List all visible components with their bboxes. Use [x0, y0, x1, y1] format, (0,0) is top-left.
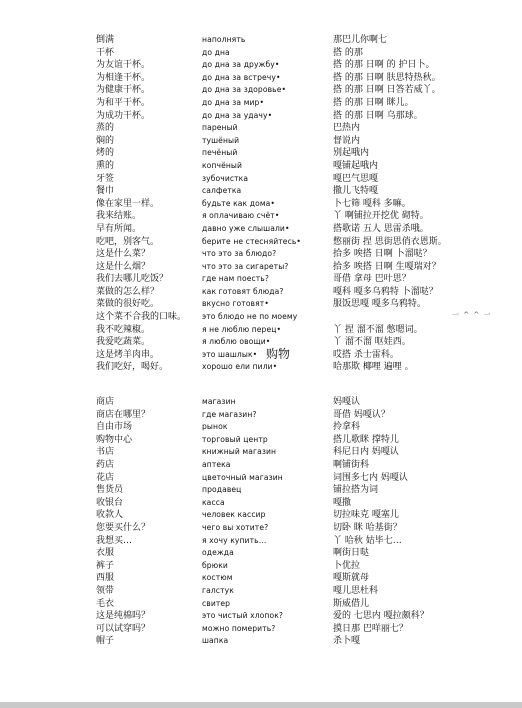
phrase-line: 菜做的很好吃。	[96, 299, 160, 310]
phrase-line: 这个菜不合我的口味。	[96, 312, 187, 323]
phrase-line: печёный	[202, 148, 238, 158]
phrase-line: где магазин?	[202, 409, 257, 419]
phrase-line: 斯威借儿	[333, 598, 370, 609]
phrase-line: 摸日那 巴咩丽七？	[333, 623, 408, 634]
section1-chinese-column	[96, 34, 200, 374]
phrase-line: 哥借 拿母 巴叶思？	[333, 274, 411, 285]
phrase-line: 蒸的	[96, 123, 115, 134]
phrase-line: 为友谊干杯。	[96, 60, 151, 71]
phrase-line: 切拉味克 嘎塞儿	[333, 510, 399, 521]
phrase-line: 搭 的那 日啊 肤思特热秋。	[333, 72, 441, 83]
phrase-line: салфетка	[202, 186, 242, 196]
phrase-line: 科尼日内 妈嘎认	[333, 447, 399, 458]
phrase-line: 我不吃辣椒。	[96, 324, 151, 335]
phrase-line: 搭 的那 日啊 乌那球。	[333, 110, 423, 121]
phrase-line: 干杯	[96, 47, 115, 58]
phrase-line: 丫 哈秋 姑毕七…	[333, 535, 402, 546]
phrase-line: 我想买…	[96, 535, 133, 546]
phrase-line: 卜七筛 嘎科 多嘛。	[333, 198, 411, 209]
phrase-line: 为成功干杯。	[96, 110, 151, 121]
phrase-line: до дна за удачу•	[202, 110, 273, 120]
phrase-line: 菜做的怎么样？	[96, 286, 160, 297]
phrase-line: 妈嘎认	[333, 397, 361, 407]
phrase-line: берите не стесняйтесь•	[202, 236, 302, 246]
phrase-line: я люблю овощи•	[202, 337, 271, 347]
phrase-line: чего вы хотите?	[202, 522, 269, 532]
phrase-line: 啊铺街科	[333, 459, 370, 470]
phrase-line: 搭儿歌眯 撑特儿	[333, 434, 399, 445]
phrase-line: 搭歌诺 五人 思雷杀哦。	[333, 223, 429, 234]
phrase-line: 拾多 唉搭 日啊 卜溜哒？	[333, 249, 432, 260]
phrase-line: брюки	[202, 560, 228, 570]
phrase-line: 丫 捏 溜不溜 憋嗯词。	[333, 324, 423, 335]
phrase-line: торговый центр	[202, 434, 268, 444]
phrase-line: это шашлык•	[202, 349, 258, 359]
phrase-line: 商店	[96, 397, 115, 407]
phrase-line: до дна	[202, 47, 230, 57]
phrase-line: 您要买什么？	[96, 522, 151, 533]
phrase-line: 像在家里一样。	[96, 198, 160, 209]
phrase-line: 我来结账。	[96, 211, 142, 222]
phrase-line: копчёный	[202, 160, 243, 170]
phrase-line: 为相逢干杯。	[96, 72, 151, 83]
phrase-line: 搭 的那 日啊 眯儿。	[333, 97, 414, 108]
phrase-line: будьте как дома•	[202, 198, 276, 208]
phrase-line: 我们吃好，喝好。	[96, 362, 169, 373]
phrase-line: 杀卜嘎	[333, 636, 361, 647]
section2-chinese-column	[96, 396, 200, 648]
section2-russian-column	[202, 396, 334, 648]
section-title-shopping: 购物	[266, 347, 291, 361]
phrase-line: 西服	[96, 573, 115, 584]
phrase-line: 卜优拉	[333, 560, 361, 571]
phrase-line: 切卧 眯 哈基街？	[333, 522, 402, 533]
phrase-line: 哎搭 杀士雷科。	[333, 349, 399, 360]
phrase-line: 丫 啊铺拉开挖优 砌特。	[333, 211, 429, 222]
phrase-line: до дна за дружбу•	[202, 60, 280, 70]
phrase-line: касса	[202, 497, 225, 507]
phrase-line: одежда	[202, 548, 234, 558]
phrase-line: можно померить?	[202, 623, 276, 633]
phrase-line: 这是烤羊肉串。	[96, 349, 160, 360]
phrase-line: 爱的 七思内 嘎拉颇科？	[333, 611, 429, 622]
phrase-line: 搭 的那 日啊 的 护日卜。	[333, 60, 435, 71]
phrase-line: 牙签	[96, 173, 115, 184]
phrase-line: 搭 的那 日啊 日答若威丫。	[333, 85, 441, 96]
bottom-edge-bar	[0, 702, 522, 708]
phrase-line: галстук	[202, 585, 234, 595]
phrase-line: 词围多七内 妈嘎认	[333, 472, 408, 483]
phrase-line: 那巴儿你啊七	[333, 35, 388, 45]
phrase-line: 收银台	[96, 497, 124, 508]
phrase-line: цветочный магазин	[202, 472, 283, 482]
phrase-line: 嘎巴气思嘎	[333, 173, 379, 184]
phrase-line: я не люблю перец•	[202, 324, 282, 334]
phrase-line: 为健康干杯。	[96, 85, 151, 96]
phrase-line: что это за блюдо?	[202, 249, 277, 259]
phrase-line: 嘎科 嘎多乌鸦特 卜溜哒？	[333, 286, 438, 297]
phrase-line: до дна за мир•	[202, 97, 265, 107]
phrase-line: шапка	[202, 636, 229, 646]
phrase-line: 别起哦内	[333, 148, 370, 159]
phrase-line: 这是什么烟？	[96, 261, 151, 272]
section1-russian-column	[202, 34, 334, 374]
phrase-line: 收款人	[96, 510, 124, 521]
phrase-line: 药店	[96, 459, 115, 470]
phrase-line: 倒满	[96, 35, 115, 45]
phrase-line: 巴热内	[333, 123, 361, 134]
phrase-line: 焖的	[96, 135, 115, 146]
phrase-line: 憋丽街 捏 思街思俏衣恩斯。	[333, 236, 447, 247]
phrase-line: до дна за здоровье•	[202, 85, 287, 95]
phrase-line: пареный	[202, 123, 238, 133]
phrase-line: тушёный	[202, 135, 240, 145]
phrase-line: 帽子	[96, 636, 115, 647]
phrase-line: 商店在哪里？	[96, 409, 151, 420]
phrase-line: 售货员	[96, 485, 124, 496]
phrase-line: 这是什么菜？	[96, 249, 151, 260]
phrase-line: 书店	[96, 447, 115, 458]
phrase-line: хорошо ели пили•	[202, 362, 278, 372]
phrase-line: 嘎儿思杜科	[333, 585, 379, 596]
phrase-line: 为和平干杯。	[96, 97, 151, 108]
phrase-line: что это за сигареты?	[202, 261, 289, 271]
phrase-line: 购物中心	[96, 434, 133, 445]
phrase-line: рынок	[202, 422, 228, 432]
phrase-line: 搭 的那	[333, 47, 363, 58]
phrase-line: книжный магазин	[202, 447, 277, 457]
phrase-line: 花店	[96, 472, 115, 483]
phrase-line: 哈那欺 椰哩 遍哩 。	[333, 362, 414, 373]
phrase-line: 毛衣	[96, 598, 115, 609]
phrase-line: это блюдо не по моему	[202, 312, 298, 322]
phrase-line: человек кассир	[202, 510, 266, 520]
phrase-line: 裤子	[96, 560, 115, 571]
phrase-line: 领带	[96, 585, 115, 596]
phrase-line: 拎拿科	[333, 422, 361, 433]
phrase-line: 嘎斯就母	[333, 573, 370, 584]
phrase-line: это чистый хлопок?	[202, 611, 284, 621]
phrase-line: 哥借 妈嘎认？	[333, 409, 390, 420]
phrase-line: 啊街日哒	[333, 548, 370, 559]
phrase-line: 烤的	[96, 148, 115, 159]
phrase-line: 服饭思嘎 嘎多乌鸦特。	[333, 299, 426, 310]
phrase-line: давно уже слышали•	[202, 223, 290, 233]
phrase-line: 吃吧，别客气。	[96, 236, 160, 247]
phrase-line: наполнять	[202, 35, 246, 44]
phrase-line: продавец	[202, 485, 242, 495]
phrase-line: свитер	[202, 598, 231, 608]
phrase-line: 餐巾	[96, 186, 115, 197]
phrase-line: я оплачиваю счёт•	[202, 211, 280, 221]
phrase-line: зубочистка	[202, 173, 249, 183]
phrase-line: я хочу купить…	[202, 535, 267, 545]
phrase-line: 丫 溜不溜 呕娃西。	[333, 337, 411, 348]
section1-pronunciation-column	[333, 34, 511, 374]
phrase-line: 自由市场	[96, 422, 133, 433]
phrase-line: 嘎铺起哦内	[333, 160, 379, 171]
phrase-line: 衣服	[96, 548, 115, 559]
phrase-line: 我爱吃蔬菜。	[96, 337, 151, 348]
phrase-line: до дна за встречу•	[202, 72, 281, 82]
phrase-line: 铺拉搭为词	[333, 485, 379, 496]
phrase-line: 撒儿飞特嘎	[333, 186, 379, 197]
phrase-line: 拾多 唉搭 日啊 生嘎瑞对？	[333, 261, 441, 272]
phrase-line: 督说内	[333, 135, 361, 146]
phrase-line: вкусно готовят•	[202, 299, 269, 309]
section2-pronunciation-column	[333, 396, 511, 648]
phrase-line: 嘎撒	[333, 497, 352, 508]
phrase-line: как готовят блюда?	[202, 286, 284, 296]
phrase-line: где нам поесть?	[202, 274, 269, 284]
phrase-line: 熏的	[96, 160, 115, 171]
phrase-line: 这是纯棉吗？	[96, 611, 151, 622]
phrase-line: 我们去哪儿吃饭？	[96, 274, 169, 285]
phrase-line: костюм	[202, 573, 233, 583]
phrase-line: 早有所闻。	[96, 223, 142, 234]
phrase-line: магазин	[202, 397, 236, 406]
phrase-line: 可以试穿吗？	[96, 623, 151, 634]
phrase-line: аптека	[202, 459, 231, 469]
margin-scrawl: 一 ^ ^ 一	[452, 311, 492, 319]
